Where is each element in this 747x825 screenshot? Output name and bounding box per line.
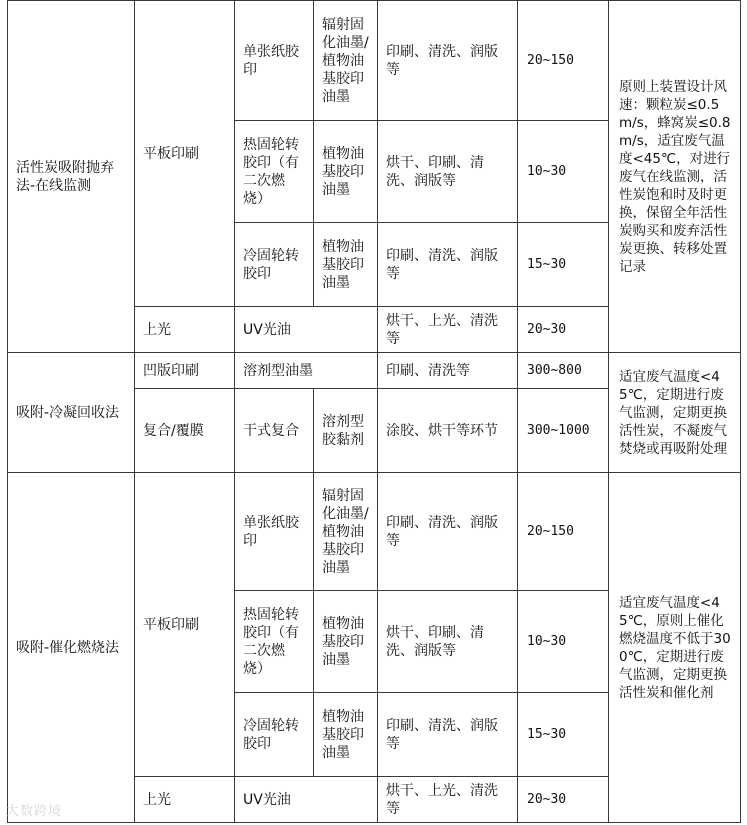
stage-cell: 印刷、清洗、润版等	[378, 1, 518, 121]
process-cell: 热固轮转胶印（有二次燃烧）	[235, 591, 314, 693]
concentration-cell: 20~150	[518, 473, 609, 591]
ink-cell: 植物油基胶印油墨	[314, 121, 378, 223]
ink-cell: 植物油基胶印油墨	[314, 693, 378, 777]
category-cell: 平板印刷	[135, 473, 235, 777]
ink-cell: 辐射固化油墨/植物油基胶印油墨	[314, 1, 378, 121]
ink-cell: 溶剂型油墨	[235, 353, 378, 389]
stage-cell: 印刷、清洗等	[378, 353, 518, 389]
category-cell: 凹版印刷	[135, 353, 235, 389]
note-cell: 适宜废气温度<45℃，定期进行废气监测，定期更换活性炭，不凝废气焚烧或再吸附处理	[609, 353, 741, 473]
concentration-cell: 20~30	[518, 777, 609, 823]
method-cell: 吸附-冷凝回收法	[8, 353, 135, 473]
method-cell: 吸附-催化燃烧法	[8, 473, 135, 823]
category-cell: 上光	[135, 307, 235, 353]
watermark: 大数跨境	[6, 804, 63, 819]
ink-cell: 植物油基胶印油墨	[314, 223, 378, 307]
concentration-cell: 15~30	[518, 693, 609, 777]
category-cell: 上光	[135, 777, 235, 823]
process-cell: 热固轮转胶印（有二次燃烧）	[235, 121, 314, 223]
category-cell: 平板印刷	[135, 1, 235, 307]
ink-cell: 植物油基胶印油墨	[314, 591, 378, 693]
stage-cell: 印刷、清洗、润版等	[378, 693, 518, 777]
concentration-cell: 300~1000	[518, 389, 609, 473]
concentration-cell: 20~30	[518, 307, 609, 353]
concentration-cell: 10~30	[518, 121, 609, 223]
category-cell: 复合/覆膜	[135, 389, 235, 473]
table-row	[8, 353, 741, 389]
stage-cell: 印刷、清洗、润版等	[378, 223, 518, 307]
concentration-cell: 20~150	[518, 1, 609, 121]
ink-cell: 溶剂型胶黏剂	[314, 389, 378, 473]
process-cell: 冷固轮转胶印	[235, 223, 314, 307]
concentration-cell: 300~800	[518, 353, 609, 389]
ink-cell: UV光油	[235, 777, 378, 823]
stage-cell: 烘干、上光、清洗等	[378, 307, 518, 353]
note-cell: 适宜废气温度<45℃，原则上催化燃烧温度不低于300℃，定期进行废气监测，定期更换活性炭和催化剂	[609, 473, 741, 823]
process-cell: 冷固轮转胶印	[235, 693, 314, 777]
stage-cell: 烘干、上光、清洗等	[378, 777, 518, 823]
concentration-cell: 10~30	[518, 591, 609, 693]
table-row	[8, 473, 741, 591]
stage-cell: 烘干、印刷、清洗、润版等	[378, 121, 518, 223]
process-cell: 单张纸胶印	[235, 473, 314, 591]
method-cell: 活性炭吸附抛弃法-在线监测	[8, 1, 135, 353]
stage-cell: 烘干、印刷、清洗、润版等	[378, 591, 518, 693]
concentration-cell: 15~30	[518, 223, 609, 307]
vocs-treatment-table	[7, 0, 741, 823]
stage-cell: 印刷、清洗、润版等	[378, 473, 518, 591]
process-cell: 单张纸胶印	[235, 1, 314, 121]
process-cell: 干式复合	[235, 389, 314, 473]
ink-cell: UV光油	[235, 307, 378, 353]
table-row	[8, 1, 741, 121]
ink-cell: 辐射固化油墨/植物油基胶印油墨	[314, 473, 378, 591]
note-cell: 原则上装置设计风速：颗粒炭≤0.5m/s，蜂窝炭≤0.8m/s，适宜废气温度<45℃，对进行废气在线监测，活性炭饱和时及时更换，保留全年活性炭购买和废弃活性炭更换、转移处置记录	[609, 1, 741, 353]
stage-cell: 涂胶、烘干等环节	[378, 389, 518, 473]
